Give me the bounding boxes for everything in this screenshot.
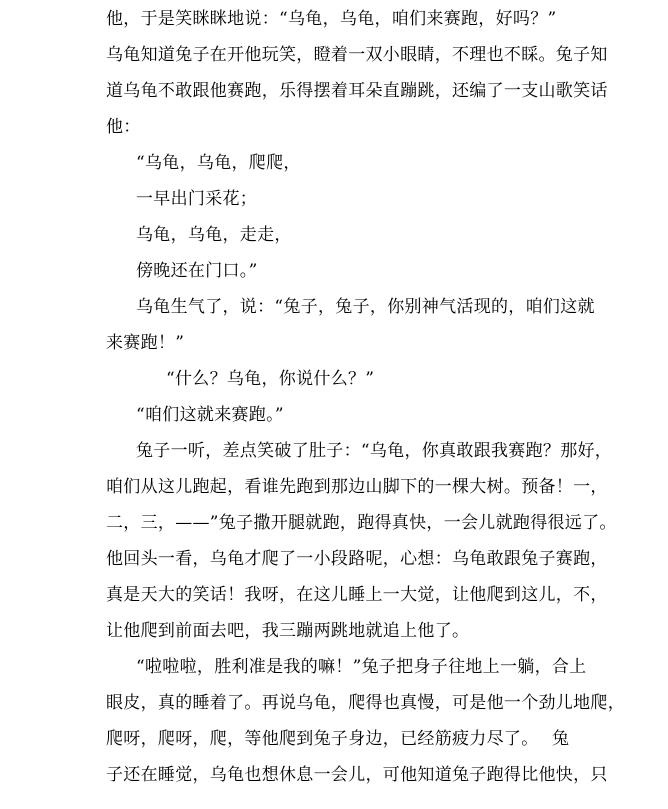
text-line: 乌龟，乌龟，走走， <box>136 225 292 245</box>
text-line: 让他爬到前面去吧，我三蹦两跳地就追上他了。 <box>106 621 470 641</box>
text-line: “什么？乌龟，你说什么？” <box>166 369 375 389</box>
text-line: 傍晚还在门口。” <box>136 261 258 281</box>
text-line: 子还在睡觉，乌龟也想休息一会儿，可他知道兔子跑得比他快，只 <box>106 765 608 785</box>
text-line: 他，于是笑眯眯地说：“乌龟，乌龟，咱们来赛跑，好吗？” <box>106 9 557 29</box>
text-line: 乌龟生气了，说：“兔子，兔子，你别神气活现的，咱们这就 <box>136 297 595 317</box>
text-line: 二，三，——”兔子撒开腿就跑，跑得真快，一会儿就跑得很远了。 <box>106 513 617 533</box>
text-line: “咱们这就来赛跑。” <box>136 405 284 425</box>
text-line: 来赛跑！” <box>106 333 185 353</box>
text-line: 一早出门采花； <box>136 189 258 209</box>
text-line: 咱们从这儿跑起，看谁先跑到那边山脚下的一棵大树。预备！一， <box>106 477 608 497</box>
text-line: 兔子一听，差点笑破了肚子：“乌龟，你真敢跟我赛跑？那好， <box>136 441 613 461</box>
text-line: 真是天大的笑话！我呀，在这儿睡上一大觉，让他爬到这儿，不， <box>106 585 608 605</box>
text-line: 兔 <box>552 729 570 749</box>
text-line: 他： <box>106 117 141 137</box>
text-line: 道乌龟不敢跟他赛跑，乐得摆着耳朵直蹦跳，还编了一支山歌笑话 <box>106 81 608 101</box>
text-line: “乌龟，乌龟，爬爬， <box>136 153 301 173</box>
text-line: 眼皮，真的睡着了。再说乌龟，爬得也真慢，可是他一个劲儿地爬， <box>106 693 625 713</box>
text-line: “啦啦啦，胜利准是我的嘛！”兔子把身子往地上一躺，合上 <box>136 657 587 677</box>
text-line: 他回头一看，乌龟才爬了一小段路呢，心想：乌龟敢跟兔子赛跑， <box>106 549 608 569</box>
text-line: 爬呀，爬呀，爬，等他爬到兔子身边，已经筋疲力尽了。 <box>106 729 539 749</box>
text-line: 乌龟知道兔子在开他玩笑，瞪着一双小眼睛，不理也不睬。兔子知 <box>106 45 608 65</box>
